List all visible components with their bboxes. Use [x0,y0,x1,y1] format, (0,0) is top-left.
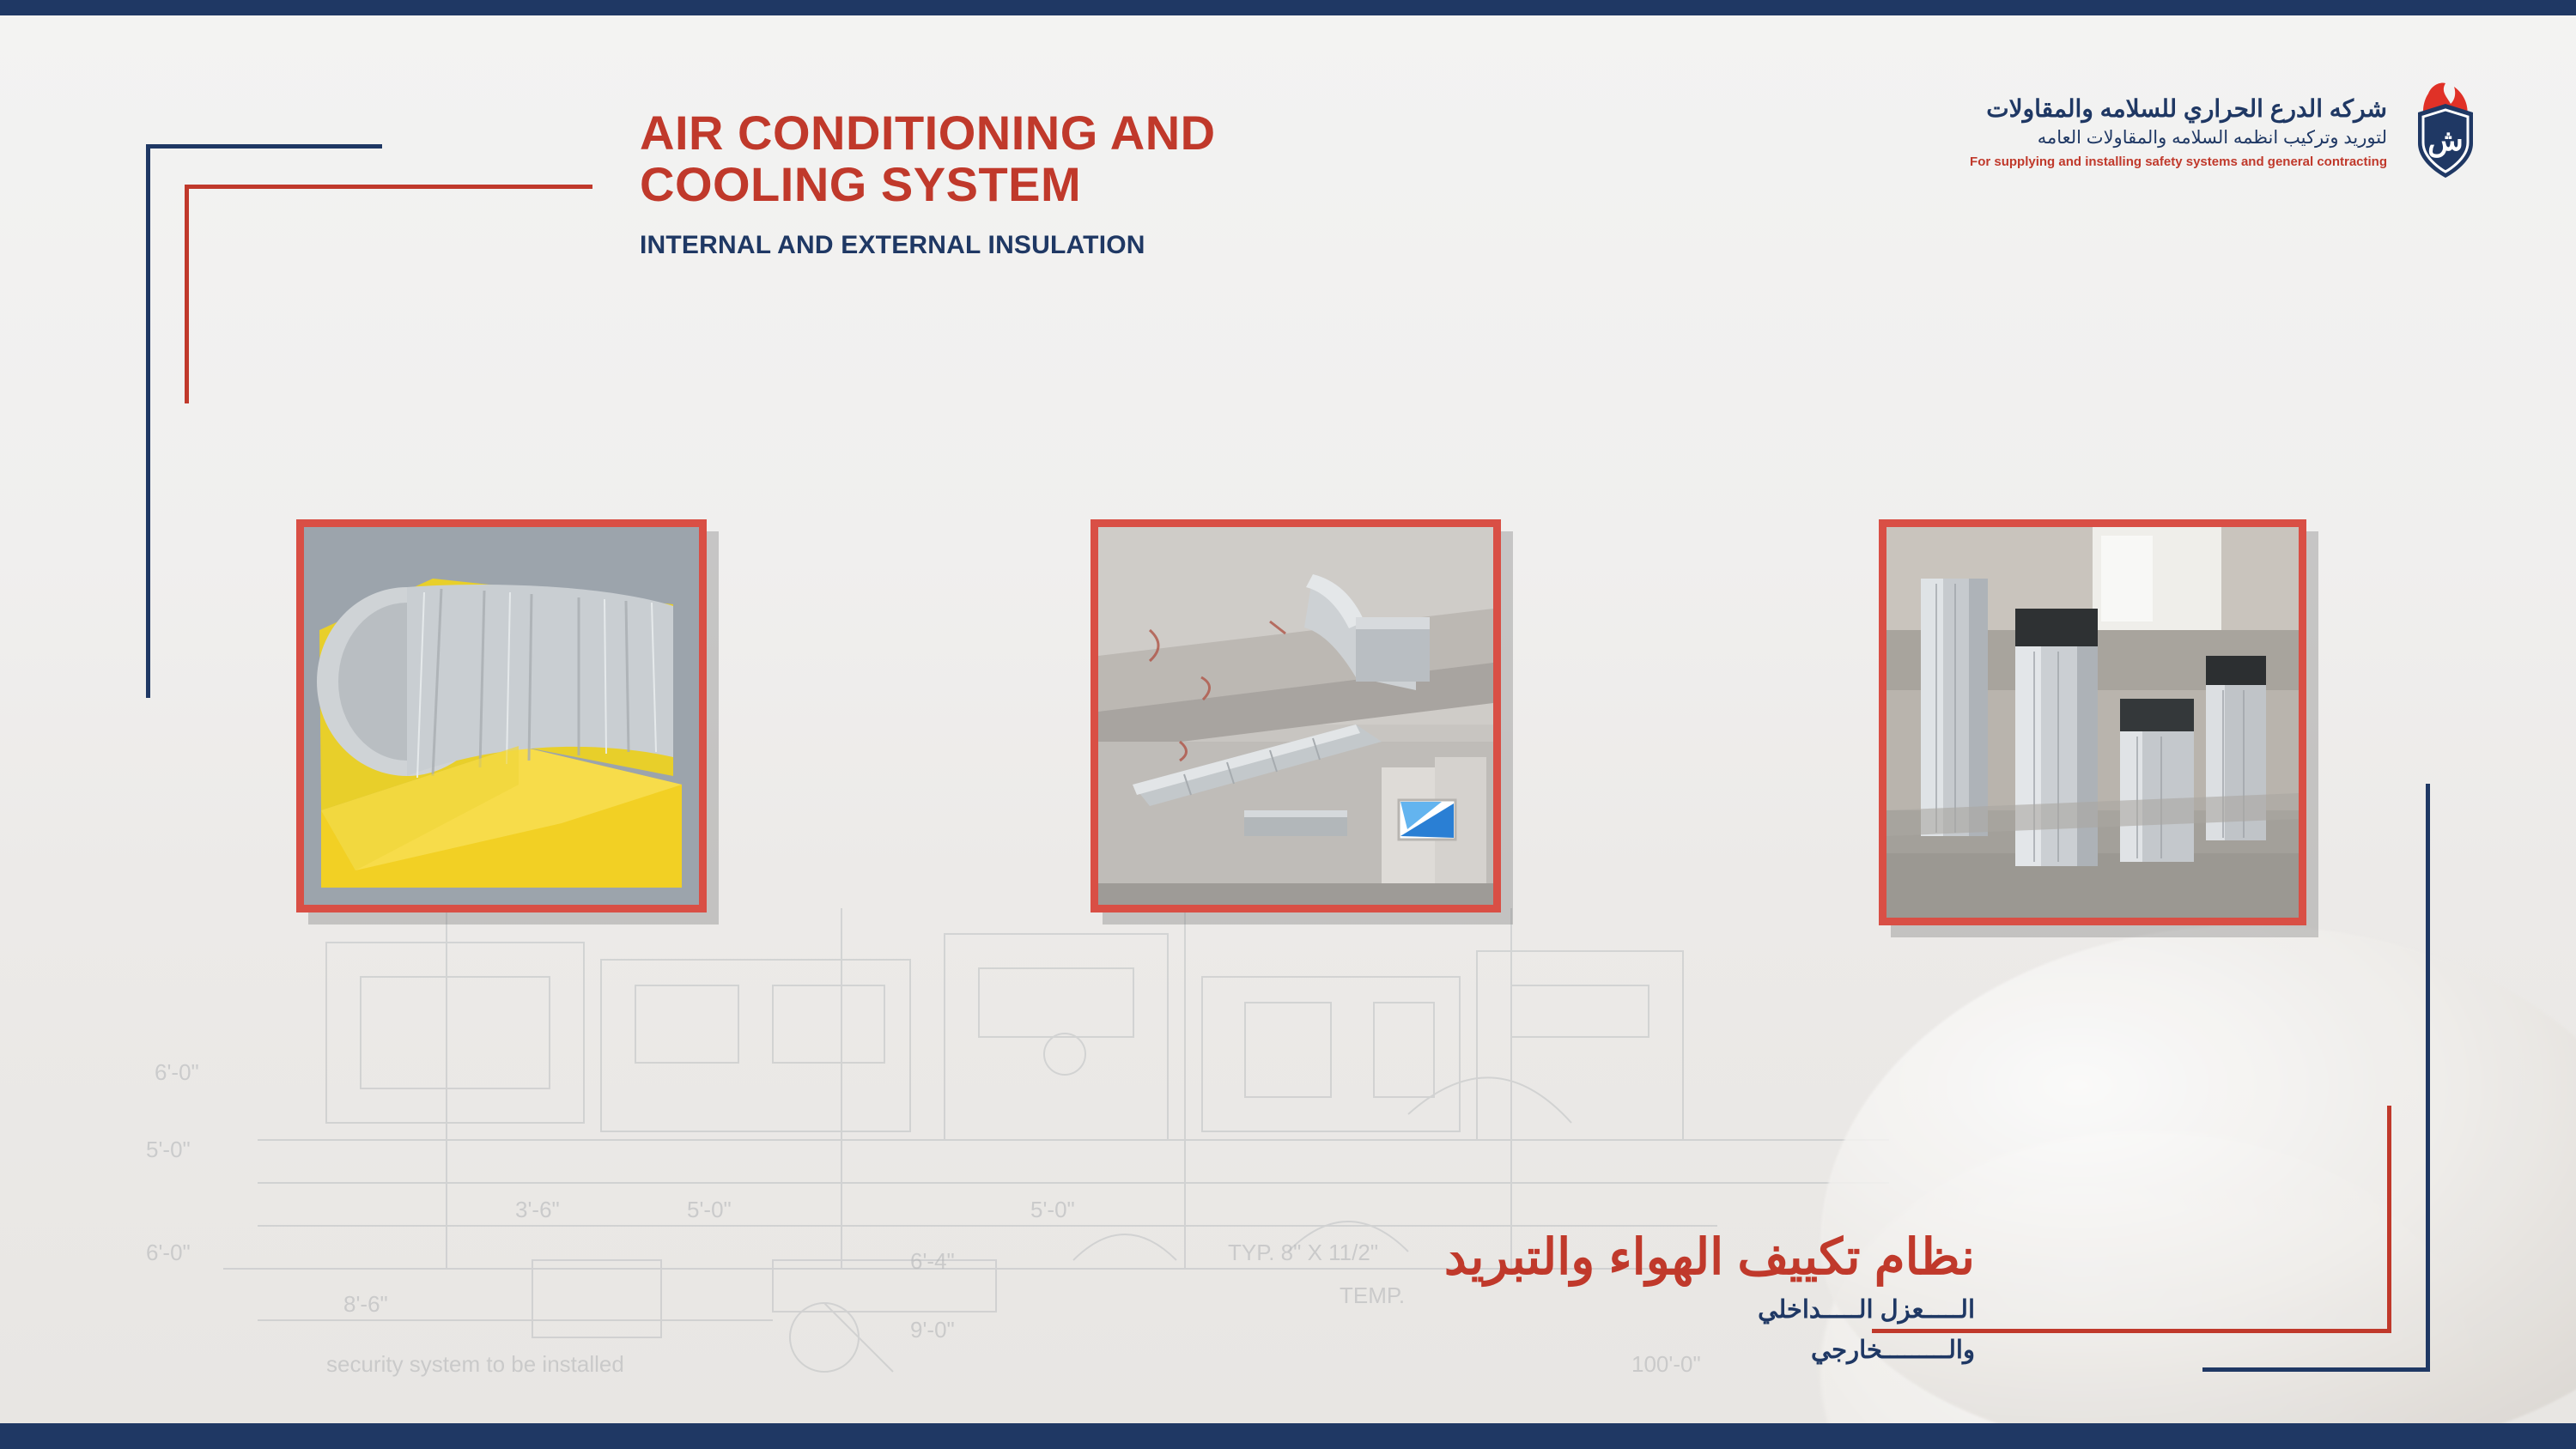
photo-insulation-roll [296,519,707,912]
page-title-line2: COOLING SYSTEM [640,156,1082,211]
corner-frame-top-left-red [185,185,592,403]
svg-text:9'-0": 9'-0" [910,1317,955,1343]
company-tagline-english: For supplying and installing safety systems and general contracting [1970,155,2387,170]
svg-text:5'-0": 5'-0" [146,1137,191,1162]
svg-text:6'-0": 6'-0" [155,1059,199,1085]
company-name-arabic: شركه الدرع الحراري للسلامه والمقاولات [1986,95,2387,122]
svg-text:5'-0": 5'-0" [687,1197,732,1222]
page-subtitle-arabic-line1: الـــــعزل الـــــداخلي [1758,1295,1975,1324]
english-title-block [640,107,1498,260]
bottom-accent-bar [0,1423,2576,1449]
photo-duct-ceiling [1091,519,1501,912]
svg-text:TEMP.: TEMP. [1340,1282,1406,1308]
company-tagline-arabic: لتوريد وتركيب انظمه السلامه والمقاولات العامه [2037,128,2387,148]
company-logo-block [1970,82,2482,183]
page-title-arabic: نظام تكييف الهواء والتبريد [1443,1229,1975,1286]
page-subtitle: INTERNAL AND EXTERNAL INSULATION [640,230,1145,259]
svg-text:5'-0": 5'-0" [1030,1197,1075,1222]
arabic-title-block [1444,1229,1975,1367]
top-accent-bar [0,0,2576,15]
photo-duct-vertical [1879,519,2306,925]
svg-text:security system to be installe: security system to be installed [326,1351,624,1377]
thermal-shield-logo-icon [2403,82,2482,183]
page-title [640,107,1498,210]
company-logo-text [1970,94,2387,171]
svg-text:ش: ش [2427,124,2464,157]
svg-text:8'-6": 8'-6" [343,1291,388,1317]
page-title-line1: AIR CONDITIONING AND [640,106,1216,160]
svg-text:6'-0": 6'-0" [146,1240,191,1265]
page-subtitle-arabic-line2: والـــــــــخارجي [1810,1336,1975,1364]
svg-text:TYP. 8" X 11/2": TYP. 8" X 11/2" [1228,1240,1379,1265]
svg-text:3'-6": 3'-6" [515,1197,560,1222]
svg-text:100'-0": 100'-0" [1631,1351,1701,1377]
svg-text:6'-4": 6'-4" [910,1248,955,1274]
